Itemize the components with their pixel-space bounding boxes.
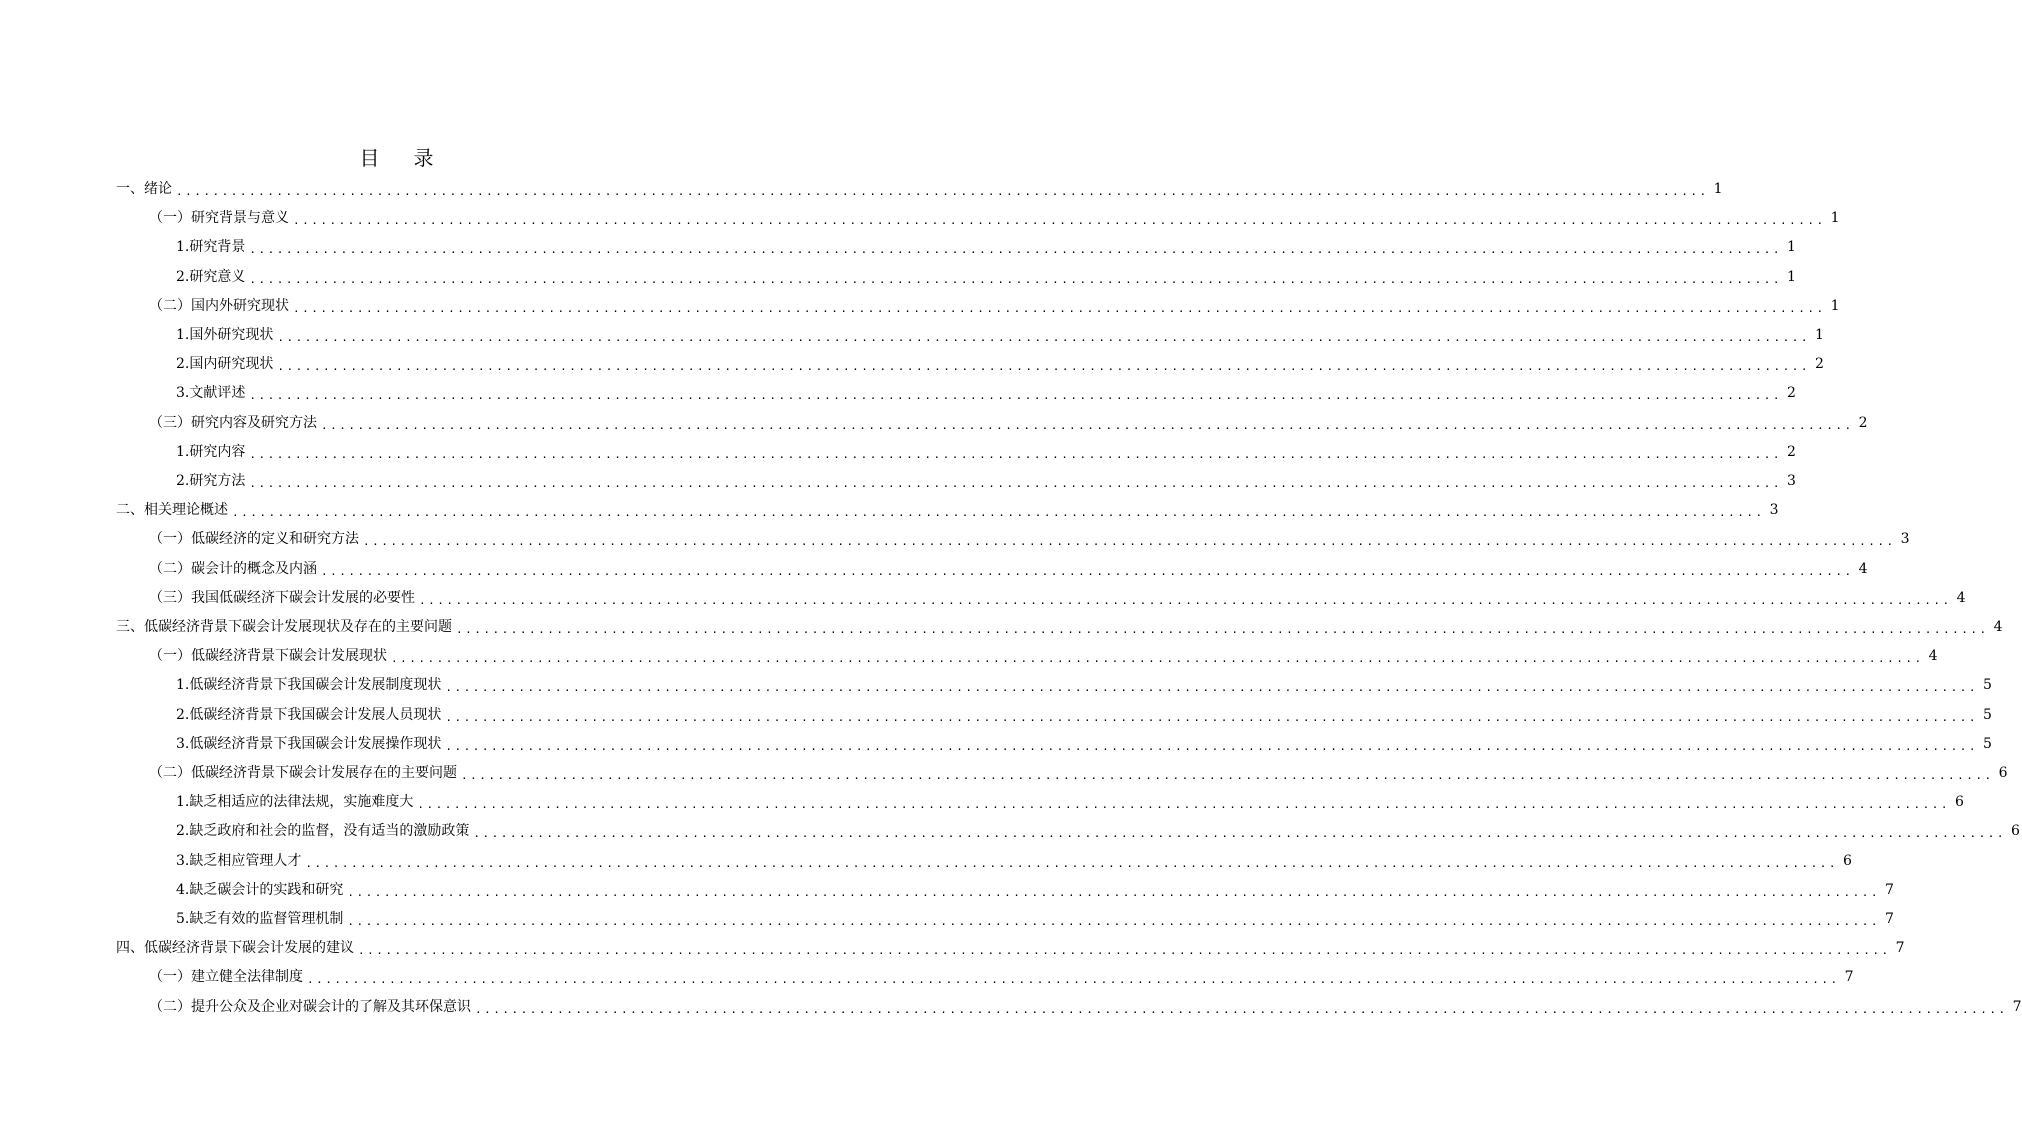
toc-entry-page-number: 2 — [1787, 385, 1796, 402]
toc-entry[interactable] — [176, 263, 1796, 292]
title-char-2: 录 — [413, 146, 434, 170]
toc-entry-page-number: 5 — [1983, 677, 1992, 694]
toc-entry-page-number: 3 — [1787, 473, 1796, 489]
toc-entry[interactable] — [149, 409, 1868, 438]
toc-entry-page-number: 1 — [1815, 327, 1824, 343]
toc-entry[interactable] — [176, 905, 1894, 934]
toc-dot-leader: ........................................................................................................................................................................ — [347, 915, 1880, 928]
toc-entry-page-number: 4 — [1928, 648, 1938, 665]
toc-entry-label: （一）建立健全法律制度 — [149, 969, 303, 986]
title-char-1: 目 — [359, 146, 380, 170]
toc-dot-leader: ........................................................................................................................................................................ — [307, 973, 1840, 987]
toc-entry-label: 3.低碳经济背景下我国碳会计发展操作现状 — [176, 735, 442, 752]
toc-entry-page-number: 1 — [1787, 268, 1796, 285]
toc-entry-label: 1.国外研究现状 — [176, 327, 274, 343]
toc-entry[interactable] — [176, 467, 1796, 496]
toc-entry[interactable] — [176, 817, 2020, 846]
toc-entry-label: 4.缺乏碳会计的实践和研究 — [176, 881, 344, 898]
toc-entry[interactable] — [149, 759, 2008, 788]
toc-dot-leader: ........................................................................................................................................................................ — [293, 301, 1826, 315]
toc-entry[interactable] — [176, 233, 1796, 262]
toc-dot-leader: ........................................................................................................................................................................ — [277, 360, 1810, 374]
page-title — [0, 143, 793, 173]
toc-entry-page-number: 6 — [1955, 794, 1964, 811]
toc-entry-page-number: 6 — [2011, 823, 2020, 840]
toc-entry-page-number: 1 — [1787, 239, 1796, 256]
toc-entry[interactable] — [149, 963, 1854, 992]
toc-entry-label: （一）研究背景与意义 — [149, 210, 289, 227]
toc-entry-page-number: 2 — [1787, 443, 1796, 460]
toc-entry-label: （一）低碳经济背景下碳会计发展现状 — [149, 648, 387, 665]
toc-entry-label: （二）国内外研究现状 — [149, 297, 289, 314]
toc-entry[interactable] — [176, 847, 1852, 876]
toc-dot-leader: ........................................................................................................................................................................ — [249, 272, 1782, 286]
toc-entry[interactable] — [116, 934, 1905, 963]
toc-dot-leader: ........................................................................................................................................................................ — [358, 944, 1891, 958]
toc-entry[interactable] — [149, 555, 1868, 584]
toc-entry-page-number: 2 — [1858, 414, 1868, 431]
toc-entry[interactable] — [149, 525, 1910, 554]
toc-dot-leader: ........................................................................................................................................................................ — [293, 214, 1826, 228]
toc-entry[interactable] — [176, 671, 1992, 700]
toc-entry-label: 1.低碳经济背景下我国碳会计发展制度现状 — [176, 677, 442, 694]
toc-entry-label: 一、绪论 — [116, 181, 172, 197]
toc-dot-leader: ........................................................................................................................................................................ — [321, 564, 1854, 578]
toc-entry[interactable] — [149, 292, 1840, 321]
toc-dot-leader: ........................................................................................................................................................................ — [249, 243, 1782, 257]
toc-entry-page-number: 7 — [1885, 881, 1894, 898]
toc-entry-label: （二）碳会计的概念及内涵 — [149, 560, 317, 577]
toc-entry-label: 3.文献评述 — [176, 385, 246, 402]
toc-entry[interactable] — [176, 788, 1964, 817]
toc-entry-label: 2.研究方法 — [176, 473, 246, 489]
toc-entry-page-number: 1 — [1713, 181, 1723, 197]
toc-entry[interactable] — [149, 204, 1840, 233]
toc-entry-label: 2.缺乏政府和社会的监督，没有适当的激励政策 — [176, 823, 470, 840]
toc-entry-label: 三、低碳经济背景下碳会计发展现状及存在的主要问题 — [116, 619, 452, 635]
toc-dot-leader: ........................................................................................................................................................................ — [445, 681, 1978, 695]
toc-dot-leader: ........................................................................................................................................................................ — [419, 593, 1952, 607]
toc-dot-leader: ........................................................................................................................................................................ — [249, 389, 1782, 403]
toc-dot-leader: ........................................................................................................................................................................ — [321, 418, 1854, 432]
toc-dot-leader: ........................................................................................................................................................................ — [445, 739, 1978, 753]
toc-dot-leader: ........................................................................................................................................................................ — [363, 535, 1896, 549]
toc-entry-label: （二）提升公众及企业对碳会计的了解及其环保意识 — [149, 998, 471, 1015]
toc-dot-leader: ........................................................................................................................................................................ — [277, 331, 1810, 344]
toc-entry[interactable] — [176, 350, 1824, 379]
toc-entry-label: （三）我国低碳经济下碳会计发展的必要性 — [149, 589, 415, 606]
toc-entry[interactable] — [176, 379, 1796, 408]
toc-entry[interactable] — [176, 876, 1894, 905]
toc-entry-label: 2.国内研究现状 — [176, 356, 274, 373]
toc-entry-page-number: 5 — [1983, 735, 1992, 752]
toc-dot-leader: ........................................................................................................................................................................ — [232, 506, 1765, 520]
toc-entry-label: 5.缺乏有效的监督管理机制 — [176, 911, 344, 927]
toc-entry-label: （三）研究内容及研究方法 — [149, 414, 317, 431]
toc-entry[interactable] — [149, 642, 1938, 671]
toc-dot-leader: ........................................................................................................................................................................ — [456, 623, 1989, 636]
toc-dot-leader: ........................................................................................................................................................................ — [417, 798, 1950, 812]
toc-entry-label: 2.低碳经济背景下我国碳会计发展人员现状 — [176, 706, 442, 723]
toc-entry-page-number: 6 — [1998, 765, 2008, 781]
toc-entry[interactable] — [116, 496, 1779, 525]
toc-entry-label: 3.缺乏相应管理人才 — [176, 852, 302, 869]
toc-entry-page-number: 7 — [1844, 969, 1854, 986]
toc-entry-label: 1.缺乏相适应的法律法规，实施难度大 — [176, 794, 414, 811]
toc-dot-leader: ........................................................................................................................................................................ — [249, 477, 1782, 490]
toc-entry[interactable] — [116, 175, 1723, 204]
toc-entry-label: 1.研究背景 — [176, 239, 246, 256]
toc-dot-leader: ........................................................................................................................................................................ — [473, 827, 2006, 841]
toc-entry-label: 2.研究意义 — [176, 268, 246, 285]
toc-entry-label: 1.研究内容 — [176, 443, 246, 460]
toc-entry-label: 二、相关理论概述 — [116, 502, 228, 519]
toc-entry-label: 四、低碳经济背景下碳会计发展的建议 — [116, 940, 354, 957]
toc-entry[interactable] — [116, 613, 2003, 642]
toc-entry-page-number: 4 — [1956, 589, 1966, 606]
toc-entry-page-number: 5 — [1983, 706, 1992, 723]
toc-dot-leader: ........................................................................................................................................................................ — [176, 185, 1709, 198]
toc-entry-page-number: 6 — [1843, 852, 1852, 869]
toc-dot-leader: ........................................................................................................................................................................ — [461, 769, 1994, 782]
toc-entry-page-number: 7 — [1895, 940, 1905, 957]
toc-entry-page-number: 3 — [1769, 502, 1779, 519]
toc-dot-leader: ........................................................................................................................................................................ — [305, 856, 1838, 870]
toc-dot-leader: ........................................................................................................................................................................ — [347, 885, 1880, 899]
toc-entry-page-number: 7 — [1885, 911, 1894, 927]
toc-entry[interactable] — [149, 584, 1966, 613]
toc-dot-leader: ........................................................................................................................................................................ — [445, 710, 1978, 724]
toc-entry-page-number: 4 — [1858, 560, 1868, 577]
toc-entry[interactable] — [176, 438, 1796, 467]
toc-entry[interactable] — [176, 730, 1992, 759]
toc-entry-label: （一）低碳经济的定义和研究方法 — [149, 531, 359, 548]
toc-entry-page-number: 4 — [1993, 619, 2003, 635]
toc-dot-leader: ........................................................................................................................................................................ — [475, 1002, 2008, 1016]
toc-entry-page-number: 2 — [1815, 356, 1824, 373]
toc-entry[interactable] — [176, 701, 1992, 730]
toc-entry-page-number: 3 — [1900, 531, 1910, 548]
toc-entry-label: （二）低碳经济背景下碳会计发展存在的主要问题 — [149, 765, 457, 781]
toc-entry[interactable] — [176, 321, 1824, 350]
toc-entry[interactable] — [149, 993, 2022, 1022]
toc-dot-leader: ........................................................................................................................................................................ — [391, 652, 1924, 666]
toc-entry-page-number: 7 — [2012, 998, 2022, 1015]
toc-entry-page-number: 1 — [1830, 210, 1840, 227]
toc-entry-page-number: 1 — [1830, 297, 1840, 314]
toc-dot-leader: ........................................................................................................................................................................ — [249, 447, 1782, 461]
